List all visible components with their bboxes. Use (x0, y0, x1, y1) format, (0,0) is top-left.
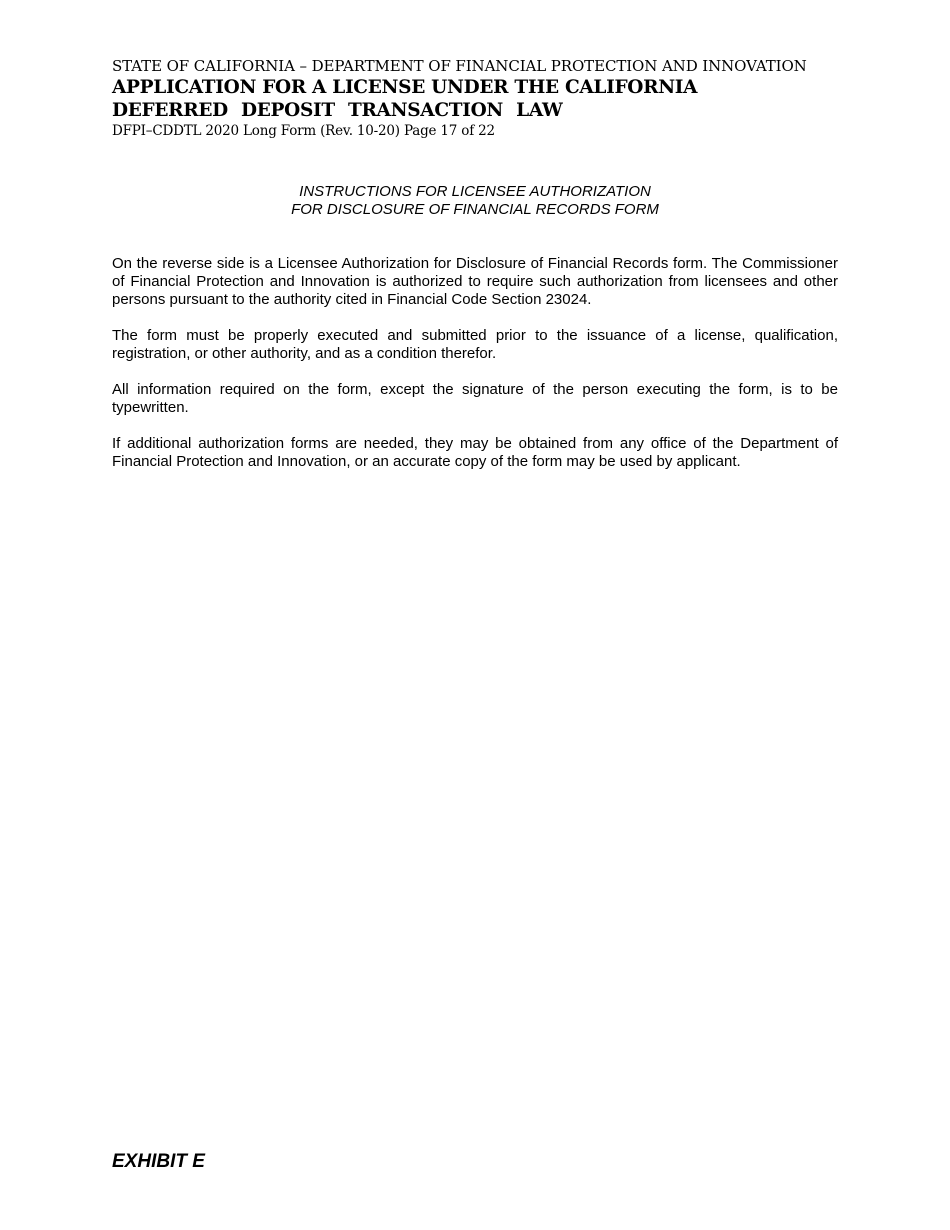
instructions-paragraph: On the reverse side is a Licensee Authorization for Disclosure of Financial Records form. The Commissioner of Financial Protection and Innovation is authorized to require such authorization from licensees and other persons pursuant to the authority cited in Financial Code Section 23024. (112, 255, 838, 308)
page-header (112, 56, 842, 141)
form-revision-page-number: DFPI–CDDTL 2020 Long Form (Rev. 10-20) Page 17 of 22 (112, 123, 495, 139)
exhibit-label: EXHIBIT E (112, 1151, 205, 1172)
agency-name: STATE OF CALIFORNIA – DEPARTMENT OF FINANCIAL PROTECTION AND INNOVATION (112, 57, 807, 75)
instructions-heading-line-1: INSTRUCTIONS FOR LICENSEE AUTHORIZATION (299, 183, 651, 200)
instructions-heading-line-2: FOR DISCLOSURE OF FINANCIAL RECORDS FORM (291, 201, 659, 218)
instructions-paragraph: The form must be properly executed and submitted prior to the issuance of a license, qualification, registration, or other authority, and as a condition therefor. (112, 327, 838, 362)
instructions-body (112, 255, 838, 489)
instructions-heading (112, 183, 838, 219)
instructions-paragraph: If additional authorization forms are needed, they may be obtained from any office of the Department of Financial Protection and Innovation, or an accurate copy of the form may be used by applicant. (112, 435, 838, 470)
application-title-line-1: APPLICATION FOR A LICENSE UNDER THE CALIFORNIA (112, 77, 698, 98)
application-title-line-2: DEFERRED DEPOSIT TRANSACTION LAW (112, 100, 563, 121)
instructions-paragraph: All information required on the form, except the signature of the person executing the form, is to be typewritten. (112, 381, 838, 416)
